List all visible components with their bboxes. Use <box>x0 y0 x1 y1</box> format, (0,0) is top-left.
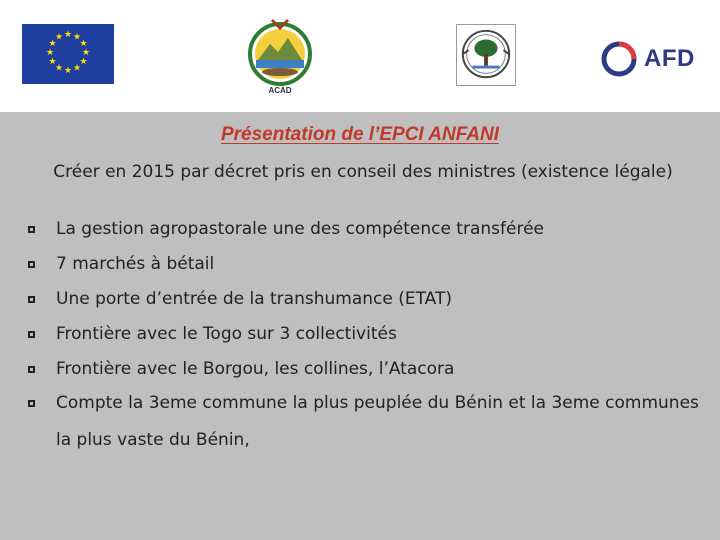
square-bullet-icon <box>28 261 35 268</box>
svg-text:★: ★ <box>54 63 64 74</box>
bullet-list <box>26 218 702 472</box>
square-bullet-icon <box>28 366 35 373</box>
svg-text:★: ★ <box>79 57 88 67</box>
square-bullet-icon <box>28 400 35 407</box>
square-bullet-icon <box>28 331 35 338</box>
acad-logo <box>244 14 316 96</box>
bullet-text: Frontière avec le Borgou, les collines, l’Atacora <box>56 359 455 379</box>
list-item <box>26 358 702 380</box>
eu-flag-logo <box>22 24 114 84</box>
bullet-text: 7 marchés à bétail <box>56 254 215 274</box>
svg-text:★: ★ <box>54 32 64 43</box>
svg-text:★: ★ <box>72 63 82 74</box>
list-item <box>26 323 702 345</box>
bullet-text: Compte la 3eme commune la plus peuplée du Bénin et la 3eme communes la plus vaste du Bénin, <box>56 393 699 450</box>
list-item <box>26 218 702 240</box>
acad-label: ACAD <box>268 86 292 95</box>
afd-mark-icon <box>600 40 638 78</box>
svg-text:★: ★ <box>63 30 73 40</box>
square-bullet-icon <box>28 296 35 303</box>
afd-label: AFD <box>644 45 695 72</box>
svg-text:★: ★ <box>72 32 82 43</box>
slide-title: Présentation de l’EPCI ANFANI <box>220 124 499 145</box>
partner-logo <box>456 24 516 86</box>
afd-logo <box>600 40 700 80</box>
svg-text:★: ★ <box>79 39 88 49</box>
svg-text:★: ★ <box>45 48 55 58</box>
bullet-text: Une porte d’entrée de la transhumance (ETAT) <box>56 289 452 309</box>
eu-flag-icon <box>22 24 114 84</box>
logo-bar <box>0 0 720 112</box>
list-item <box>26 385 702 459</box>
svg-text:★: ★ <box>81 48 91 58</box>
svg-text:★: ★ <box>48 39 57 49</box>
bullet-text: La gestion agropastorale une des compétence transférée <box>56 219 544 239</box>
square-bullet-icon <box>28 226 35 233</box>
svg-text:★: ★ <box>48 57 57 67</box>
intro-text: Créer en 2015 par décret pris en conseil des ministres (existence légale) <box>53 162 673 182</box>
list-item <box>26 288 702 310</box>
svg-text:★: ★ <box>63 66 73 76</box>
list-item <box>26 253 702 275</box>
bullet-text: Frontière avec le Togo sur 3 collectivités <box>56 324 397 344</box>
